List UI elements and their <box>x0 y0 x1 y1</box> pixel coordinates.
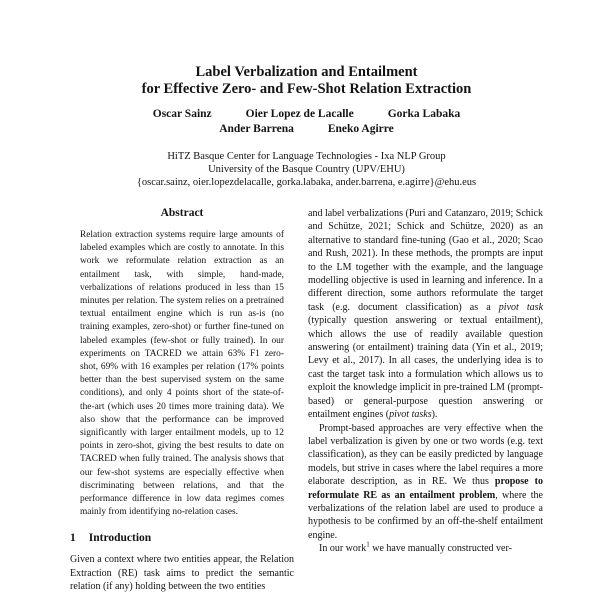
body-paragraph-1 <box>308 207 543 422</box>
italic-term-pivot-task: pivot task <box>498 301 544 313</box>
paragraph-text: we have manually constructed ver- <box>369 543 512 555</box>
affiliation-line1: HiTZ Basque Center for Language Technologies - Ixa NLP Group <box>167 151 446 162</box>
abstract-text: Relation extraction systems require large amounts of labeled examples which are costly to annotate. In this work we reformulate relation extraction as an entailment task, with simple, hand-made, verbalizations of relations produced in less than 15 minutes per relation. The system relies on a pretrained textual entailment engine which is run as-is (no training examples, zero-shot) or further fine-tuned on labeled examples (few-shot or fully trained). In our experiments on TACRED we attain 63% F1 zero-shot, 69% with 16 examples per relation (17% points better than the best supervised system on the same conditions), and only 4 points short of the state-of-the-art (which uses 20 times more training data). We also show that the performance can be improved significantly with larger entailment models, up to 12 points in zero-shot, giving the best results to date on TACRED when fully trained. The analysis shows that our few-shot systems are especially effective when discriminating between relations, and that the performance difference in low data regimes comes mainly from identifying no-relation cases. <box>80 230 284 518</box>
paper-title-line1: Label Verbalization and Entailment <box>195 64 418 80</box>
section-title: Introduction <box>88 532 152 545</box>
paragraph-text: Prompt-based approaches are very effective when the label verbalization is given by one or two words (e.g. text classification), as they can be easily predicted by language models, but strive in cases where the label requires a more elaborate description, as in RE. We thus <box>308 422 543 488</box>
bold-claim-text: propose to reformulate RE as an entailment problem <box>308 476 543 501</box>
author-name: Oier Lopez de Lacalle <box>245 108 354 120</box>
paragraph-text: ). <box>431 409 438 421</box>
paper-title-line2: for Effective Zero- and Few-Shot Relation Extraction <box>141 81 472 97</box>
author-emails: {oscar.sainz, oier.lopezdelacalle, gorka.labaka, ander.barrena, e.agirre}@ehu.eus <box>136 177 477 188</box>
two-column-body <box>70 207 543 594</box>
intro-paragraph: Given a context where two entities appear, the Relation Extraction (RE) task aims to predict the semantic relation (if any) holding between the two entities <box>70 554 294 593</box>
italic-term-pivot-tasks: pivot tasks <box>389 409 432 421</box>
author-name: Gorka Labaka <box>387 108 461 120</box>
author-list-row1 <box>70 107 543 122</box>
footnote-marker: 1 <box>366 540 370 549</box>
affiliation-line2: University of the Basque Country (UPV/EHU) <box>208 164 405 175</box>
paragraph-text: (typically question answering or textual entailment), which allows the use of readily available question answering (or entailment) training data (Yin et al., 2019; Levy et al., 2017). In all cases, the underlying idea is to cast the target task into a formulation which allows us to exploit the knowledge implicit in pre-trained LM (prompt-based) or general-purpose question answering or entailment engines ( <box>308 315 543 421</box>
affiliation-block <box>70 150 543 189</box>
paragraph-text: and label verbalizations (Puri and Catanzaro, 2019; Schick and Schütze, 2021; Schick and Schütze, 2020) as an alternative to standard fine-tuning (Gao et al., 2020; Scao and Rush, 2021). In these methods, the prompts are input to the LM together with the example, and the language modelling objective is used in learning and inference. In a different direction, some authors reformulate the target task (e.g. document classification) as a <box>308 208 543 313</box>
body-paragraph-2 <box>308 422 543 543</box>
left-column <box>70 207 294 594</box>
author-name: Ander Barrena <box>219 123 294 135</box>
section-heading-introduction <box>70 532 294 544</box>
paragraph-text: , where the verbalizations of the relation label are used to produce a hypothesis to be confirmed by an off-the-shelf entailment engine. <box>308 489 543 541</box>
abstract-heading: Abstract <box>160 207 204 219</box>
paragraph-text: In our work <box>319 543 367 555</box>
section-number: 1 <box>70 532 76 545</box>
author-name: Eneko Agirre <box>327 123 394 135</box>
body-paragraph-3 <box>308 542 543 555</box>
right-column <box>308 207 543 594</box>
paper-title <box>70 64 543 98</box>
author-name: Oscar Sainz <box>152 108 212 120</box>
author-list-row2 <box>70 122 543 137</box>
